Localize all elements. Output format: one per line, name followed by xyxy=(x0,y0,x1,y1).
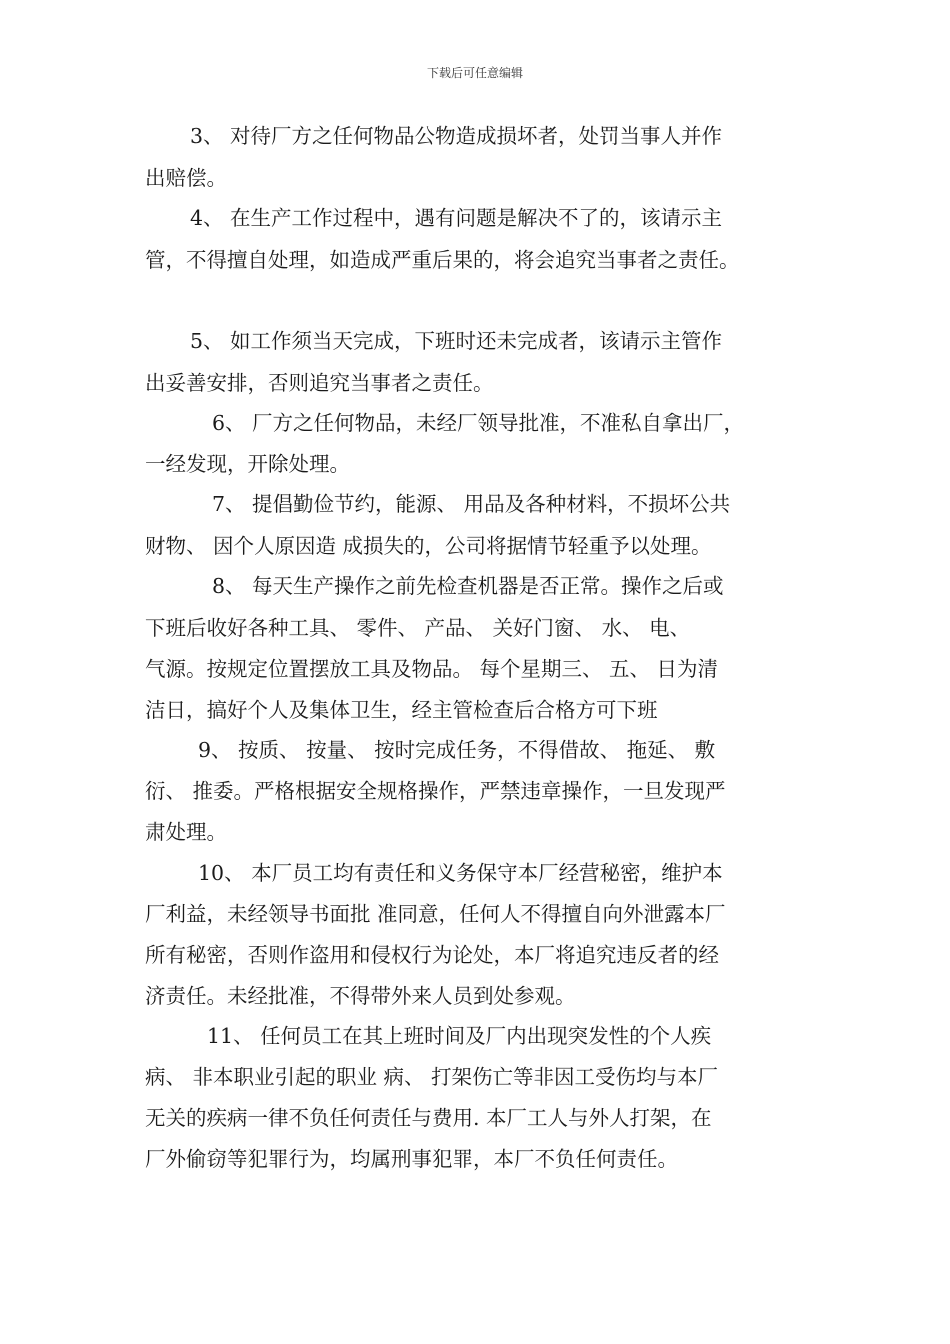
text-line: 出赔偿。 xyxy=(145,166,227,190)
text-line: 4、 在生产工作过程中，遇有问题是解决不了的，该请示主 xyxy=(190,206,723,230)
text-line: 洁日，搞好个人及集体卫生，经主管检查后合格方可下班 xyxy=(145,698,658,722)
text-line: 肃处理。 xyxy=(145,820,227,844)
page-header: 下载后可任意编辑 xyxy=(426,66,523,80)
text-line: 衍、 推委。严格根据安全规格操作，严禁违章操作，一旦发现严 xyxy=(145,779,726,803)
text-line: 6、 厂方之任何物品，未经厂领导批准，不准私自拿出厂， xyxy=(212,411,745,435)
text-line: 所有秘密，否则作盗用和侵权行为论处，本厂将追究违反者的经 xyxy=(145,943,719,967)
text-line: 管，不得擅自处理，如造成严重后果的，将会追究当事者之责任。 xyxy=(145,248,740,272)
text-line: 9、 按质、 按量、 按时完成任务，不得借故、 拖延、 敷 xyxy=(198,738,716,762)
text-line: 7、 提倡勤俭节约，能源、 用品及各种材料，不损坏公共 xyxy=(212,492,731,516)
text-line: 下班后收好各种工具、 零件、 产品、 关好门窗、 水、 电、 xyxy=(145,616,691,640)
text-line: 10、 本厂员工均有责任和义务保守本厂经营秘密，维护本 xyxy=(198,861,723,885)
text-line: 8、 每天生产操作之前先检查机器是否正常。操作之后或 xyxy=(212,574,724,598)
text-line: 厂外偷窃等犯罪行为，均属刑事犯罪，本厂不负任何责任。 xyxy=(145,1147,678,1171)
text-line: 济责任。未经批准，不得带外来人员到处参观。 xyxy=(145,984,576,1008)
text-line: 厂利益，未经领导书面批 准同意，任何人不得擅自向外泄露本厂 xyxy=(145,902,726,926)
text-line: 一经发现，开除处理。 xyxy=(145,452,350,476)
text-line: 无关的疾病一律不负任何责任与费用. 本厂工人与外人打架，在 xyxy=(145,1106,712,1130)
text-line: 病、 非本职业引起的职业 病、 打架伤亡等非因工受伤均与本厂 xyxy=(145,1065,719,1089)
text-line: 3、 对待厂方之任何物品公物造成损坏者，处罚当事人并作 xyxy=(190,124,723,148)
text-line: 出妥善安排，否则追究当事者之责任。 xyxy=(145,371,494,395)
text-line: 财物、 因个人原因造 成损失的，公司将据情节轻重予以处理。 xyxy=(145,534,712,558)
text-line: 11、 任何员工在其上班时间及厂内出现突发性的个人疾 xyxy=(207,1024,712,1048)
text-line: 气源。按规定位置摆放工具及物品。 每个星期三、 五、 日为清 xyxy=(145,657,719,681)
text-line: 5、 如工作须当天完成，下班时还未完成者，该请示主管作 xyxy=(190,329,723,353)
